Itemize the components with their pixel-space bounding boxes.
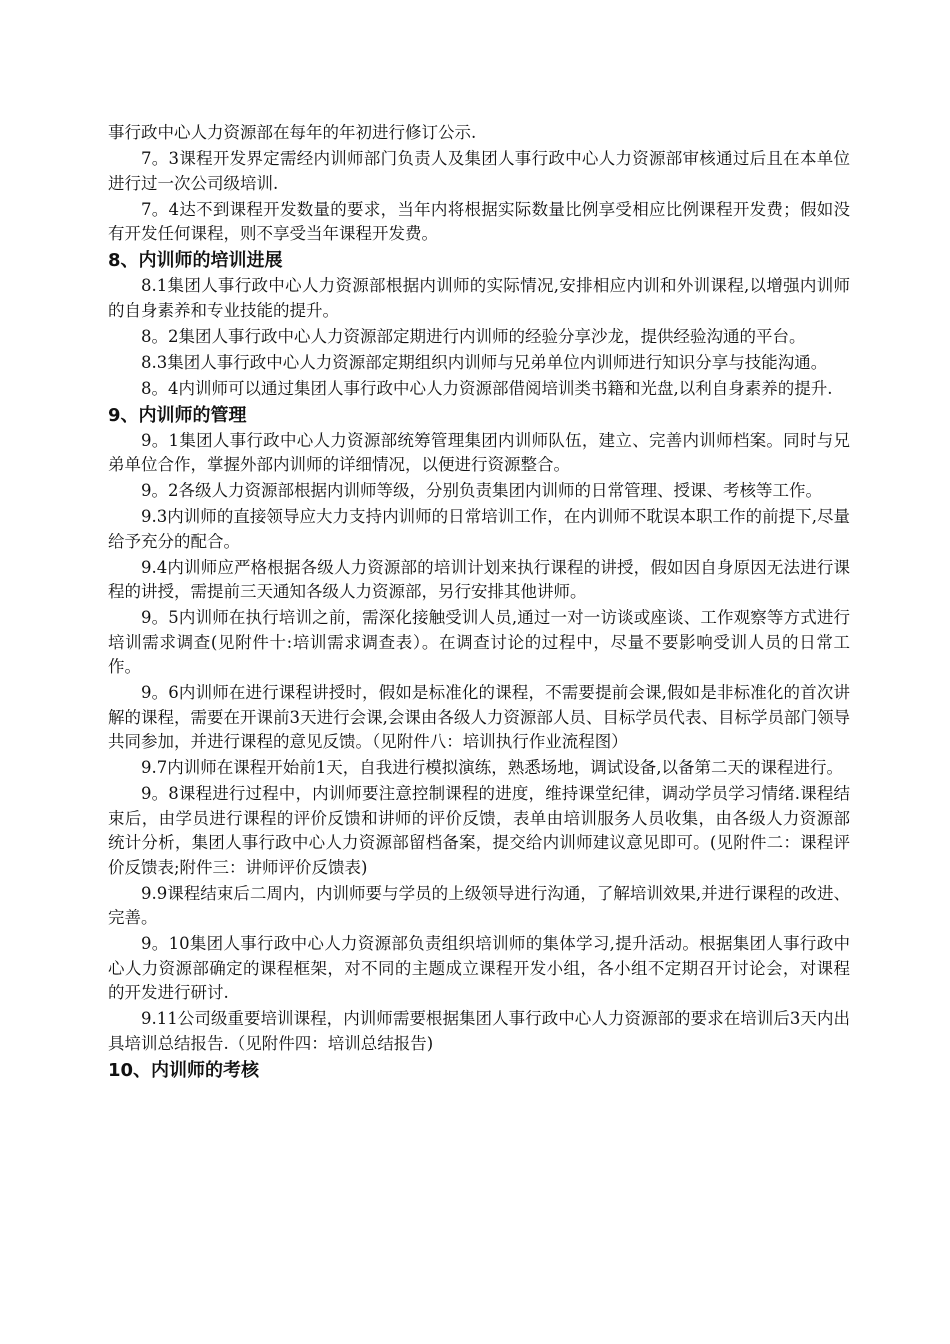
paragraph-9-8: 9。8课程进行过程中，内训师要注意控制课程的进度，维持课堂纪律，调动学员学习情绪.课程结束后，由学员进行课程的评价反馈和讲师的评价反馈，表单由培训服务人员收集，由各级人力资源部统计分析，集团人事行政中心人力资源部留档备案，提交给内训师建议意见即可。(见附件二：课程评价反馈表;附件三：讲师评价反馈表) [108,784,850,877]
paragraph-7-4: 7。4达不到课程开发数量的要求，当年内将根据实际数量比例享受相应比例课程开发费；假如没有开发任何课程，则不享受当年课程开发费。 [108,199,850,243]
paragraph-8-1: 8.1集团人事行政中心人力资源部根据内训师的实际情况,安排相应内训和外训课程,以增强内训师的自身素养和专业技能的提升。 [108,276,850,320]
section-heading-10: 10、内训师的考核 [108,1059,260,1081]
paragraph-8-2: 8。2集团人事行政中心人力资源部定期进行内训师的经验分享沙龙，提供经验沟通的平台。 [141,326,806,346]
document-page [108,121,850,1084]
section-heading-8: 8、内训师的培训进展 [108,250,283,271]
paragraph-8-3: 8.3集团人事行政中心人力资源部定期组织内训师与兄弟单位内训师进行知识分享与技能沟通。 [141,352,828,372]
paragraph-9-3: 9.3内训师的直接领导应大力支持内训师的日常培训工作，在内训师不耽误本职工作的前提下,尽量给予充分的配合。 [108,507,850,551]
paragraph-7-2-continuation: 事行政中心人力资源部在每年的年初进行修订公示. [108,123,477,142]
paragraph-9-2: 9。2各级人力资源部根据内训师等级，分别负责集团内训师的日常管理、授课、考核等工作。 [141,481,822,500]
paragraph-9-5: 9。5内训师在执行培训之前，需深化接触受训人员,通过一对一访谈或座谈、工作观察等方式进行培训需求调查(见附件十:培训需求调查表）。在调查讨论的过程中，尽量不要影响受训人员的日常工作。 [108,608,850,676]
paragraph-9-1: 9。1集团人事行政中心人力资源部统筹管理集团内训师队伍，建立、完善内训师档案。同时与兄弟单位合作，掌握外部内训师的详细情况，以便进行资源整合。 [108,430,850,474]
paragraph-9-10: 9。10集团人事行政中心人力资源部负责组织培训师的集体学习,提升活动。根据集团人事行政中心人力资源部确定的课程框架，对不同的主题成立课程开发小组，各小组不定期召开讨论会，对课程的开发进行研讨. [108,934,850,1002]
paragraph-9-9: 9.9课程结束后二周内，内训师要与学员的上级领导进行沟通，了解培训效果,并进行课程的改进、完善。 [108,883,850,927]
paragraph-9-6: 9。6内训师在进行课程讲授时，假如是标准化的课程，不需要提前会课,假如是非标准化的首次讲解的课程，需要在开课前3天进行会课,会课由各级人力资源部人员、目标学员代表、目标学员部门领导共同参加，并进行课程的意见反馈。（见附件八：培训执行作业流程图） [108,683,850,751]
paragraph-9-11: 9.11公司级重要培训课程，内训师需要根据集团人事行政中心人力资源部的要求在培训后3天内出具培训总结报告.（见附件四：培训总结报告) [108,1009,850,1053]
paragraph-7-3: 7。3课程开发界定需经内训师部门负责人及集团人事行政中心人力资源部审核通过后且在本单位进行过一次公司级培训. [108,149,850,193]
paragraph-9-7: 9.7内训师在课程开始前1天，自我进行模拟演练，熟悉场地，调试设备,以备第二天的课程进行。 [141,758,843,777]
paragraph-9-4: 9.4内训师应严格根据各级人力资源部的培训计划来执行课程的讲授，假如因自身原因无法进行课程的讲授，需提前三天通知各级人力资源部，另行安排其他讲师。 [108,557,850,601]
paragraph-8-4: 8。4内训师可以通过集团人事行政中心人力资源部借阅培训类书籍和光盘,以利自身素养的提升. [141,378,833,398]
section-heading-9: 9、内训师的管理 [108,404,247,426]
